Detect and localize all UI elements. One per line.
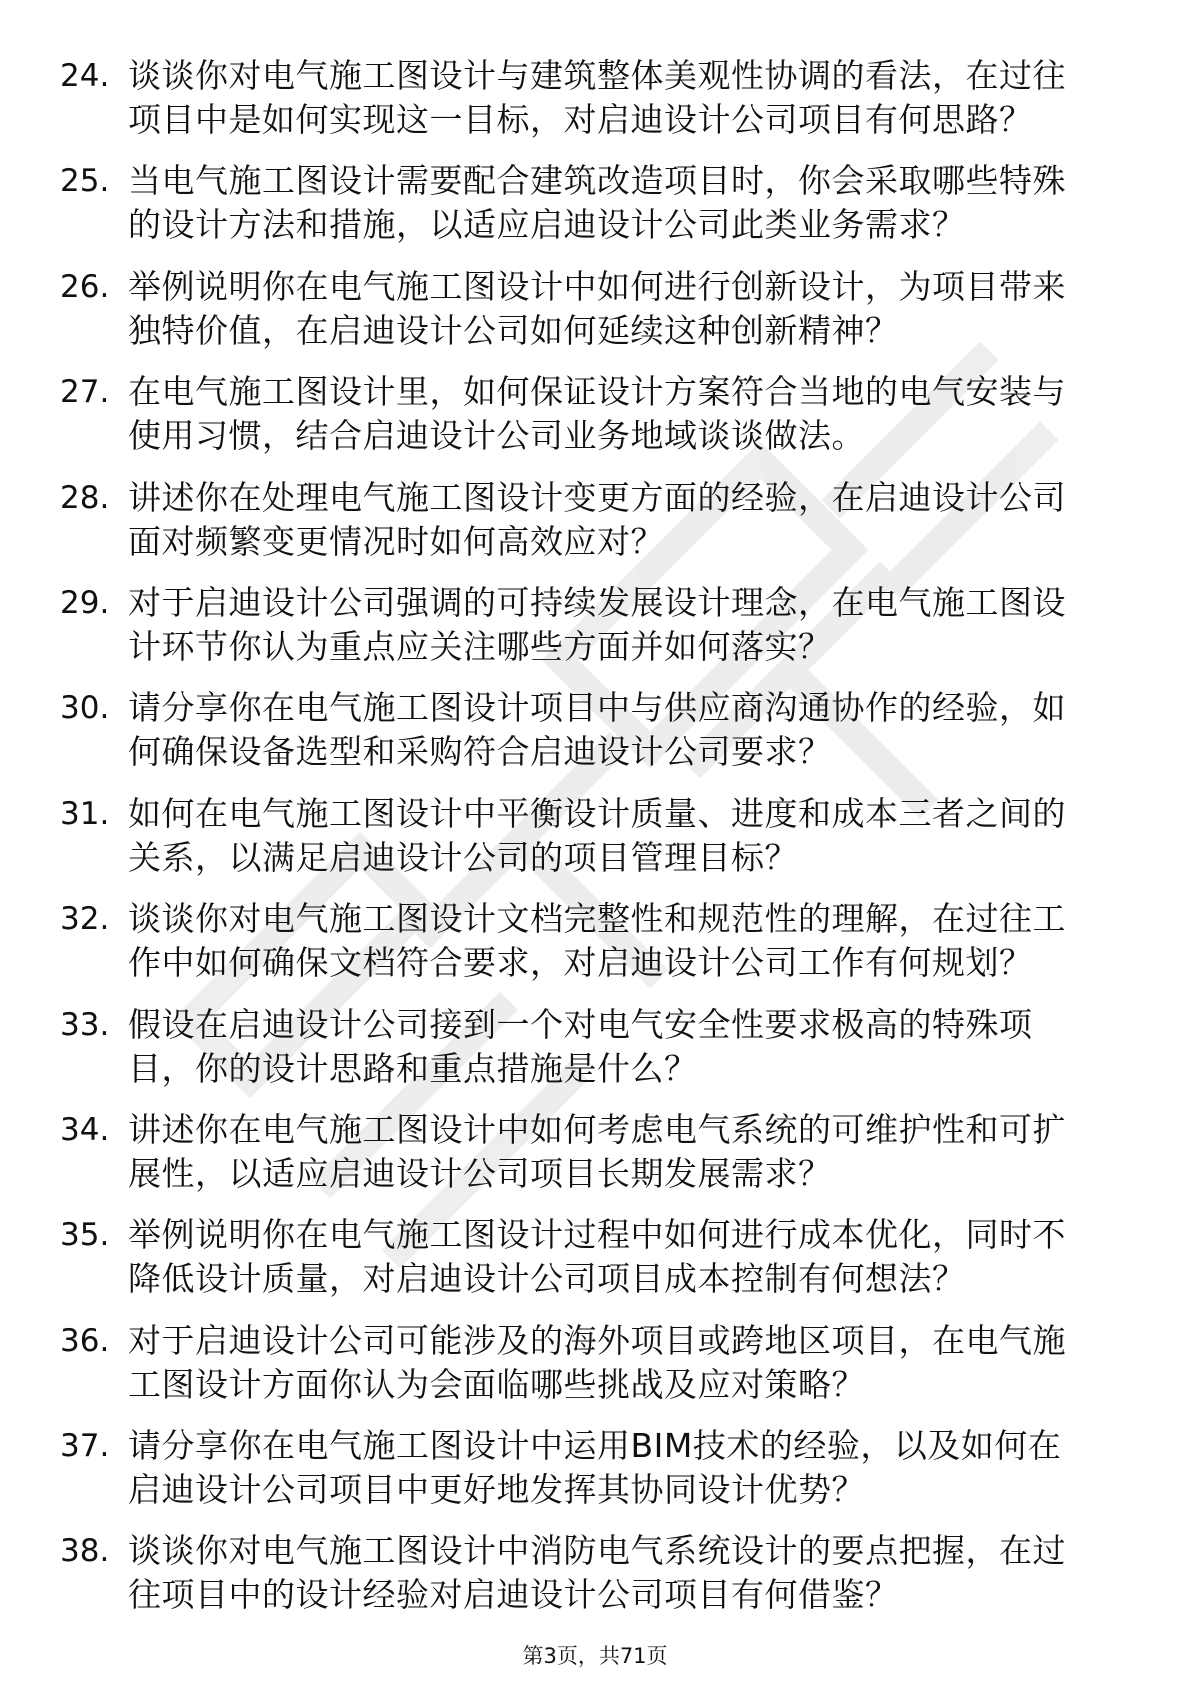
question-number: 34. <box>60 1111 110 1148</box>
question-text-line: 计环节你认为重点应关注哪些方面并如何落实？ <box>128 626 832 666</box>
question-text-line: 降低设计质量，对启迪设计公司项目成本控制有何想法？ <box>128 1259 966 1299</box>
question-item <box>0 159 1190 255</box>
question-text-line: 对于启迪设计公司强调的可持续发展设计理念，在电气施工图设 <box>128 582 1066 622</box>
question-text-line: 对于启迪设计公司可能涉及的海外项目或跨地区项目，在电气施 <box>128 1320 1066 1360</box>
question-number: 26. <box>60 268 110 305</box>
question-text-line: 谈谈你对电气施工图设计文档完整性和规范性的理解，在过往工 <box>128 899 1066 939</box>
question-number: 25. <box>60 163 110 200</box>
question-item <box>0 1424 1190 1520</box>
question-text <box>128 265 1128 353</box>
question-text-line: 工图设计方面你认为会面临哪些挑战及应对策略？ <box>128 1364 865 1404</box>
question-text <box>128 159 1128 247</box>
question-text <box>128 1108 1128 1196</box>
question-number: 38. <box>60 1533 110 1570</box>
question-text-line: 请分享你在电气施工图设计中运用BIM技术的经验，以及如何在 <box>128 1426 1062 1466</box>
question-text <box>128 897 1128 985</box>
question-item <box>0 370 1190 466</box>
question-text <box>128 686 1128 774</box>
question-text-line: 在电气施工图设计里，如何保证设计方案符合当地的电气安装与 <box>128 372 1066 412</box>
question-text-line: 作中如何确保文档符合要求，对启迪设计公司工作有何规划？ <box>128 943 1033 983</box>
question-text-line: 启迪设计公司项目中更好地发挥其协同设计优势？ <box>128 1470 865 1510</box>
question-text-line: 讲述你在处理电气施工图设计变更方面的经验，在启迪设计公司 <box>128 477 1066 517</box>
question-number: 29. <box>60 584 110 621</box>
question-text-line: 当电气施工图设计需要配合建筑改造项目时，你会采取哪些特殊 <box>128 161 1066 201</box>
question-item <box>0 1213 1190 1309</box>
question-item <box>0 476 1190 572</box>
question-text-line: 讲述你在电气施工图设计中如何考虑电气系统的可维护性和可扩 <box>128 1109 1066 1149</box>
question-text-line: 举例说明你在电气施工图设计过程中如何进行成本优化，同时不 <box>128 1215 1066 1255</box>
question-text-line: 面对频繁变更情况时如何高效应对？ <box>128 521 664 561</box>
question-text-line: 假设在启迪设计公司接到一个对电气安全性要求极高的特殊项 <box>128 1004 1033 1044</box>
question-number: 27. <box>60 374 110 411</box>
question-item <box>0 1529 1190 1625</box>
question-number: 37. <box>60 1428 110 1465</box>
question-item <box>0 54 1190 150</box>
question-text-line: 项目中是如何实现这一目标，对启迪设计公司项目有何思路？ <box>128 100 1033 139</box>
question-text <box>128 1213 1128 1301</box>
question-item <box>0 1108 1190 1204</box>
question-text-line: 使用习惯，结合启迪设计公司业务地域谈谈做法。 <box>128 416 865 456</box>
question-number: 28. <box>60 479 110 516</box>
question-text <box>128 370 1128 458</box>
question-text-line: 谈谈你对电气施工图设计与建筑整体美观性协调的看法，在过往 <box>128 56 1066 95</box>
question-text-line: 如何在电气施工图设计中平衡设计质量、进度和成本三者之间的 <box>128 793 1066 833</box>
question-item <box>0 1003 1190 1099</box>
question-text <box>128 581 1128 669</box>
question-text-line: 请分享你在电气施工图设计项目中与供应商沟通协作的经验，如 <box>128 688 1066 728</box>
question-number: 30. <box>60 690 110 727</box>
question-item <box>0 581 1190 677</box>
question-text-line: 往项目中的设计经验对启迪设计公司项目有何借鉴？ <box>128 1575 899 1615</box>
question-text <box>128 1003 1128 1091</box>
question-text-line: 关系，以满足启迪设计公司的项目管理目标？ <box>128 837 798 877</box>
question-text-line: 何确保设备选型和采购符合启迪设计公司要求？ <box>128 732 832 772</box>
question-text <box>128 54 1128 142</box>
question-text-line: 的设计方法和措施，以适应启迪设计公司此类业务需求？ <box>128 205 966 245</box>
question-text-line: 独特价值，在启迪设计公司如何延续这种创新精神？ <box>128 310 899 350</box>
question-text-line: 目，你的设计思路和重点措施是什么？ <box>128 1048 698 1088</box>
question-number: 32. <box>60 901 110 938</box>
question-text <box>128 476 1128 564</box>
question-item <box>0 686 1190 782</box>
question-item <box>0 1319 1190 1415</box>
question-item <box>0 265 1190 361</box>
page-number-footer: 第3页，共71页 <box>522 1644 668 1668</box>
question-text <box>128 1424 1128 1512</box>
question-item <box>0 897 1190 993</box>
question-number: 33. <box>60 1006 110 1043</box>
question-text-line: 举例说明你在电气施工图设计中如何进行创新设计，为项目带来 <box>128 266 1066 306</box>
question-text-line: 谈谈你对电气施工图设计中消防电气系统设计的要点把握，在过 <box>128 1531 1066 1571</box>
question-number: 36. <box>60 1322 110 1359</box>
question-number: 31. <box>60 795 110 832</box>
question-list <box>0 54 1190 1635</box>
question-item <box>0 792 1190 888</box>
question-text-line: 展性，以适应启迪设计公司项目长期发展需求？ <box>128 1153 832 1193</box>
question-text <box>128 1319 1128 1407</box>
question-number: 35. <box>60 1217 110 1254</box>
question-text <box>128 792 1128 880</box>
question-text <box>128 1529 1128 1617</box>
question-number: 24. <box>60 58 110 94</box>
